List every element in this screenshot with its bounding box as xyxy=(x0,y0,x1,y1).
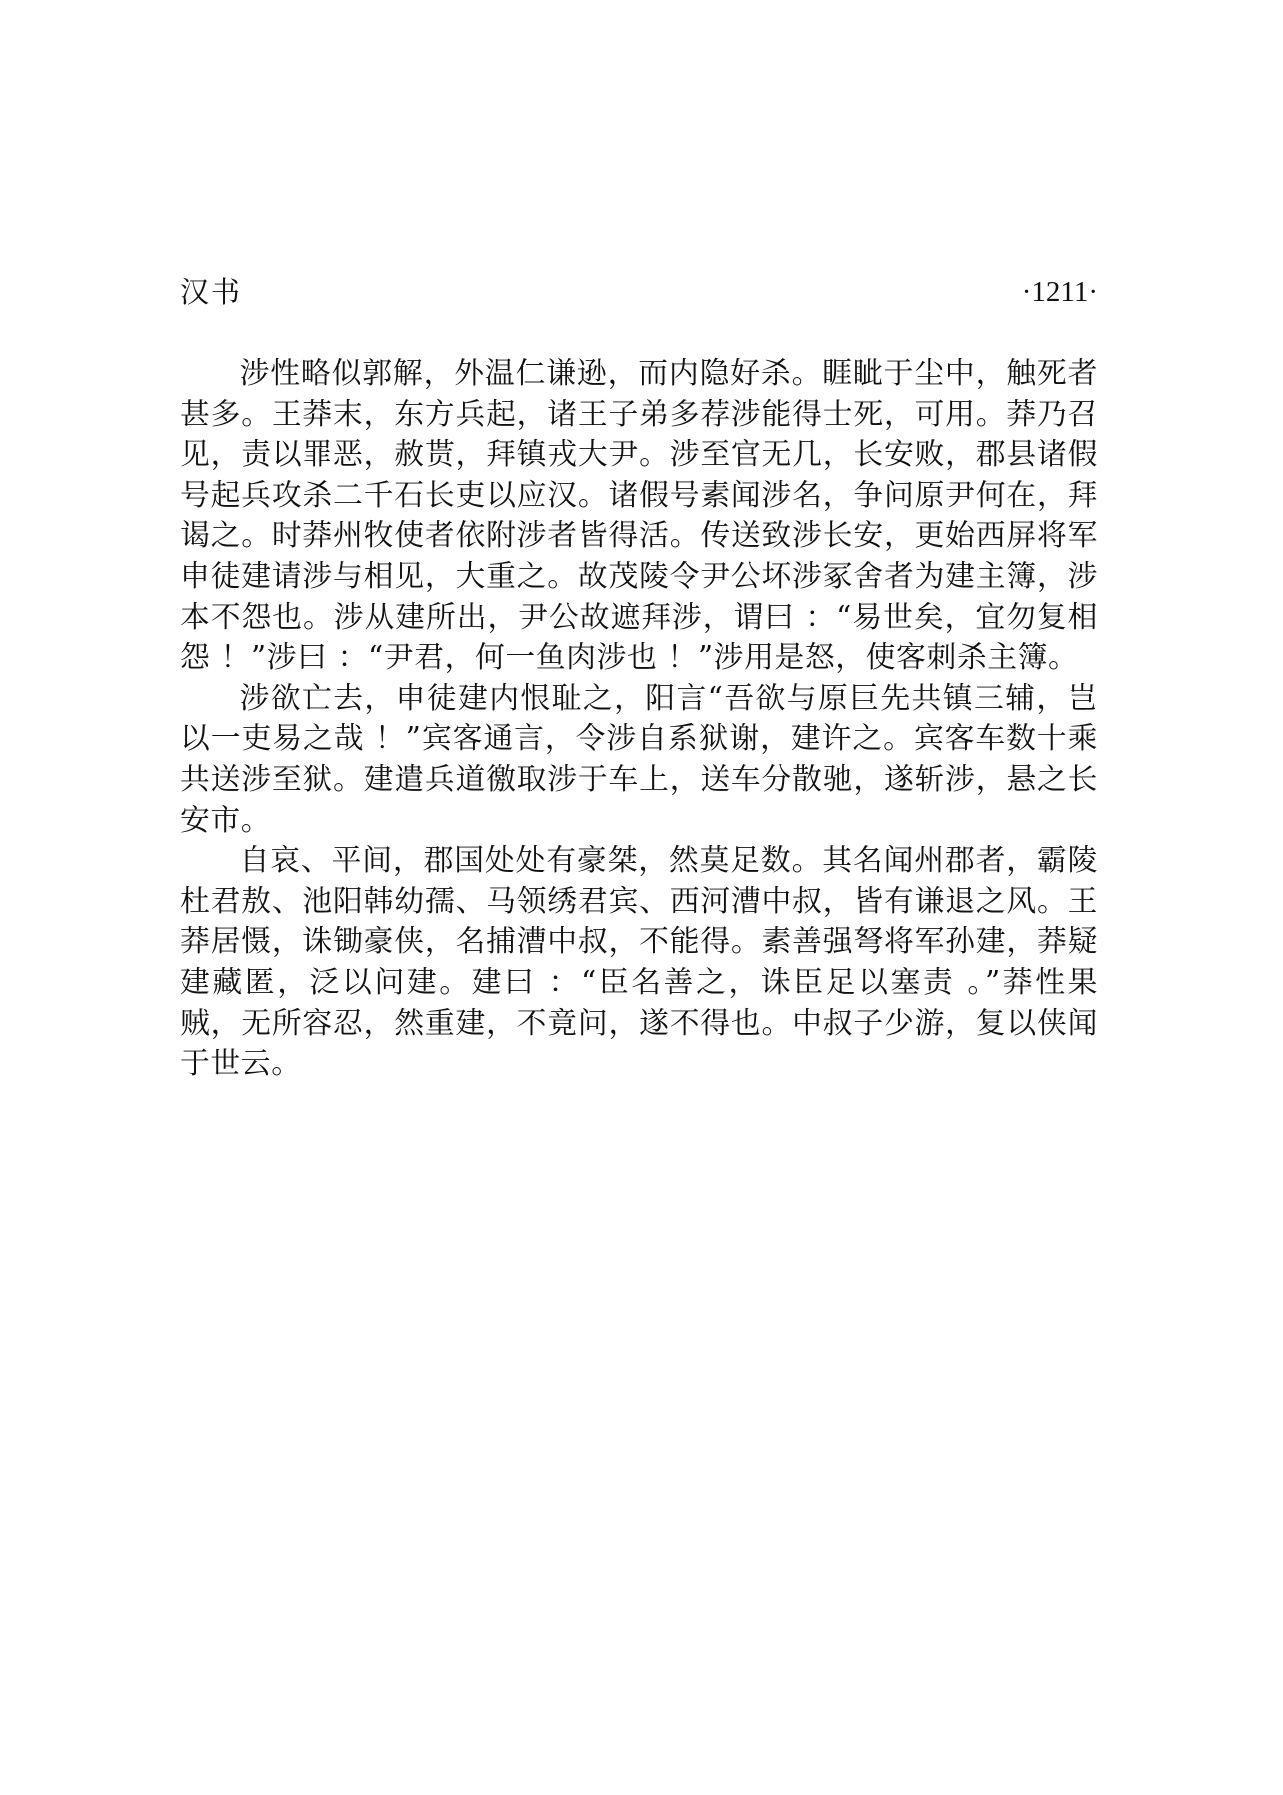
body-text xyxy=(180,354,1098,1085)
paragraph: 自哀、平间，郡国处处有豪桀，然莫足数。其名闻州郡者，霸陵杜君敖、池阳韩幼孺、马领绣君宾、西河漕中叔，皆有谦退之风。王莽居慑，诛锄豪侠，名捕漕中叔，不能得。素善强弩将军孙建，莽疑建藏匿，泛以问建。建曰 ：“臣名善之，诛臣足以塞责 。”莽性果贼，无所容忍，然重建，不竟问，遂不得也。中叔子少游，复以侠闻于世云。 xyxy=(180,843,1098,1082)
book-title: 汉书 xyxy=(180,275,243,309)
paragraph: 涉欲亡去，申徒建内恨耻之，阳言“吾欲与原巨先共镇三辅，岂以一吏易之哉 ！”宾客通言，令涉自系狱谢，建许之。宾客车数十乘共送涉至狱。建遣兵道徼取涉于车上，送车分散驰，遂斩涉，悬之长安市。 xyxy=(180,680,1098,838)
page-header xyxy=(180,272,1098,312)
page-number: ·1211· xyxy=(1021,276,1098,308)
paragraph: 涉性略似郭解，外温仁谦逊，而内隐好杀。睚眦于尘中，触死者甚多。王莽末，东方兵起，诸王子弟多荐涉能得士死，可用。莽乃召见，责以罪恶，赦贳，拜镇戎大尹。涉至官无几，长安败，郡县诸假号起兵攻杀二千石长吏以应汉。诸假号素闻涉名，争问原尹何在，拜谒之。时莽州牧使者依附涉者皆得活。传送致涉长安，更始西屏将军申徒建请涉与相见，大重之。故茂陵令尹公坏涉冢舍者为建主簿，涉本不怨也。涉从建所出，尹公故遮拜涉，谓曰 ：“易世矣，宜勿复相怨 ！”涉曰 ：“尹君，何一鱼肉涉也 ！”涉用是怒，使客刺杀主簿。 xyxy=(180,356,1098,676)
